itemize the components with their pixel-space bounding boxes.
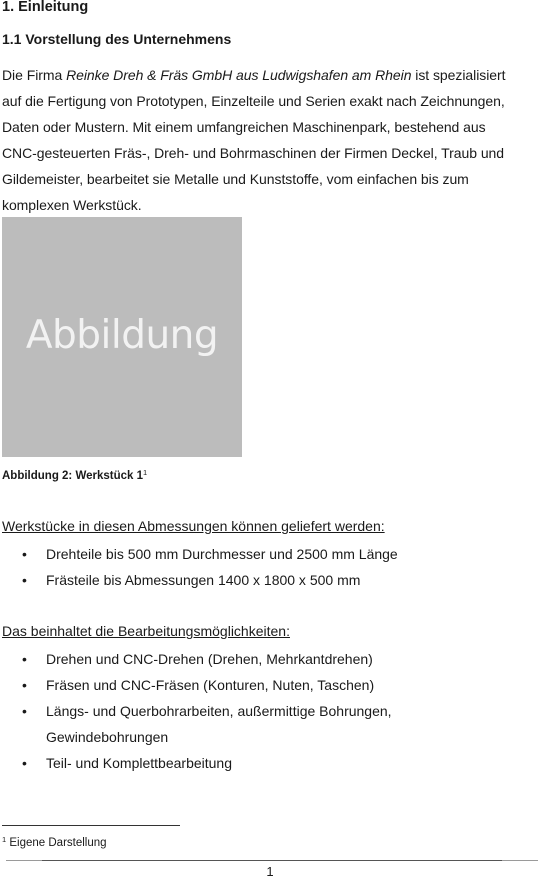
list-item [0, 567, 520, 593]
list-item-text: Frästeile bis Abmessungen 1400 x 1800 x 500 mm [46, 572, 361, 588]
list-item [0, 672, 520, 698]
list-item-text: Drehteile bis 500 mm Durchmesser und 2500 mm Länge [46, 546, 398, 562]
section-heading: 1.1 Vorstellung des Unternehmens [2, 31, 232, 47]
list-item [0, 698, 520, 750]
list-item-text: Teil- und Komplettbearbeitung [46, 755, 233, 771]
intro-line-2: auf die Fertigung von Prototypen, Einzelteile und Serien exakt nach Zeichnungen, [2, 93, 505, 109]
bullet-icon: • [22, 677, 27, 693]
intro-paragraph [2, 62, 540, 218]
intro-line-6: komplexen Werkstück. [2, 197, 142, 213]
list-item [0, 750, 520, 776]
intro-line-5: Gildemeister, bearbeitet sie Metalle und Kunststoffe, vom einfachen bis zum [2, 171, 469, 187]
processing-label: Das beinhaltet die Bearbeitungsmöglichkeiten: [2, 623, 290, 639]
list-item [0, 541, 520, 567]
list-item [0, 646, 520, 672]
company-name: Reinke Dreh & Fräs GmbH aus Ludwigshafen am Rhein [66, 67, 412, 83]
footnote-separator [2, 825, 180, 826]
bullet-icon: • [22, 755, 27, 771]
footnote-text: Eigene Darstellung [6, 837, 107, 849]
list-item-text: Fräsen und CNC-Fräsen (Konturen, Nuten, Taschen) [46, 677, 375, 693]
figure-placeholder-text: Abbildung [25, 313, 219, 358]
dimensions-list [0, 541, 520, 593]
list-item-text: Längs- und Querbohrarbeiten, außermittige Bohrungen, [46, 703, 392, 719]
list-item-text-continued: Gewindebohrungen [46, 729, 169, 745]
figure-caption-text: Abbildung 2: Werkstück 1 [2, 470, 144, 482]
bullet-icon: • [22, 651, 27, 667]
bullet-icon: • [22, 546, 27, 562]
footnote-reference: 1 [143, 468, 148, 477]
footnote [2, 833, 107, 850]
footnote-mark: 1 [2, 835, 7, 844]
figure-caption [2, 466, 147, 483]
figure-placeholder-image [2, 217, 242, 457]
intro-line-4: CNC-gesteuerten Fräs-, Dreh- und Bohrmaschinen der Firmen Deckel, Traub und [2, 145, 505, 161]
page-number: 1 [266, 864, 274, 879]
intro-line-1: ist spezialisiert [411, 67, 506, 83]
bullet-icon: • [22, 703, 27, 719]
bullet-icon: • [22, 572, 27, 588]
intro-lead: Die Firma [2, 67, 67, 83]
dimensions-label: Werkstücke in diesen Abmessungen können geliefert werden: [2, 518, 385, 534]
chapter-heading: 1. Einleitung [2, 0, 89, 15]
intro-line-3: Daten oder Mustern. Mit einem umfangreichen Maschinenpark, bestehend aus [2, 119, 486, 135]
footer-rule-inner [42, 860, 502, 861]
processing-list [0, 646, 520, 776]
list-item-text: Drehen und CNC-Drehen (Drehen, Mehrkantdrehen) [46, 651, 373, 667]
